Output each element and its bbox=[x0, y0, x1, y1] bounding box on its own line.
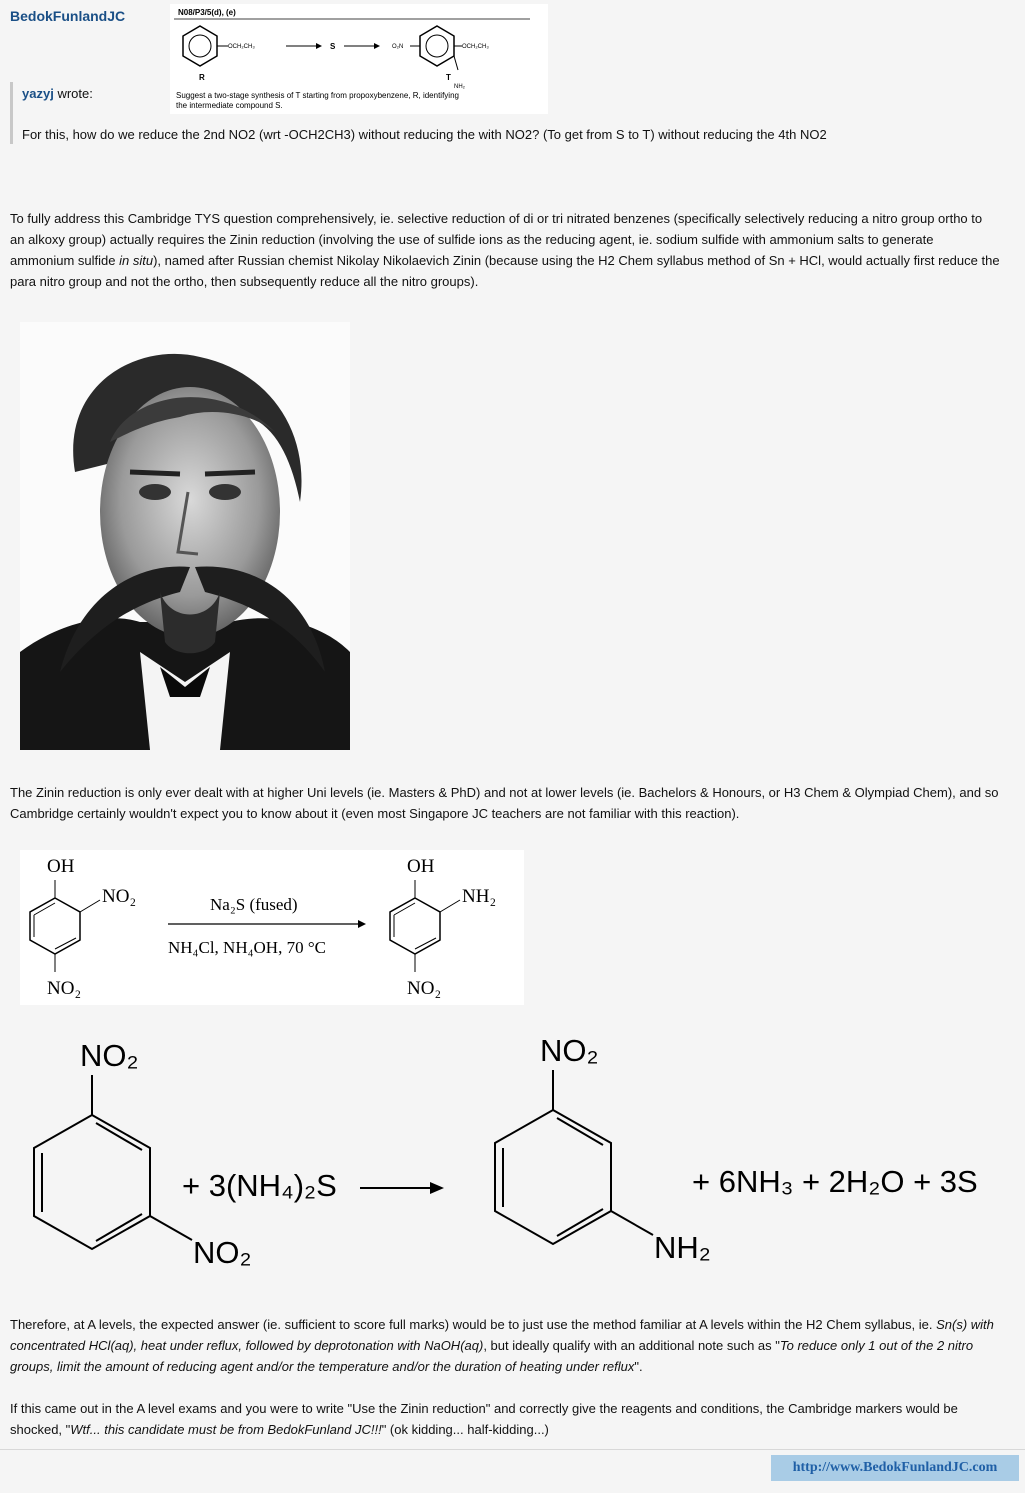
paragraph-zinin-intro bbox=[10, 208, 1000, 292]
label-r: R bbox=[199, 73, 205, 82]
p4-text-a: If this came out in the A level exams and you were to write "Use the Zinin reduction" and correctly give the reagents and conditions, the Cambridge markers would be shocked, " bbox=[10, 1401, 958, 1437]
label-t: T bbox=[446, 73, 451, 82]
no2-top-left: NO₂ bbox=[80, 1038, 139, 1073]
p3-text-c: ". bbox=[634, 1359, 643, 1374]
label-s: S bbox=[330, 42, 336, 51]
quote-text: For this, how do we reduce the 2nd NO2 (wrt -OCH2CH3) without reducing the with NO2? (To get from S to T) without reducing the 4th NO2 bbox=[22, 127, 827, 142]
nh2-right: NH₂ bbox=[654, 1230, 711, 1265]
no2-bottom-left: NO₂ bbox=[193, 1235, 252, 1270]
quote-header bbox=[22, 86, 93, 101]
substituent-r: OCH₂CH₃ bbox=[228, 44, 255, 50]
caption-line1: Suggest a two-stage synthesis of T starting from propoxybenzene, R, identifying bbox=[176, 91, 459, 100]
quote-bar bbox=[10, 82, 13, 144]
nh2-product: NH₂ bbox=[462, 886, 497, 907]
question-ref: N08/P3/5(d), (e) bbox=[178, 8, 236, 17]
p3-text-a: Therefore, at A levels, the expected answer (ie. sufficient to score full marks) would be to just use the method familiar at A levels within the H2 Chem syllabus, ie. bbox=[10, 1317, 937, 1332]
scheme-dinitrobenzene bbox=[20, 1020, 1010, 1285]
paragraph-a-level-answer bbox=[10, 1314, 1000, 1377]
quote-wrote: wrote: bbox=[57, 86, 93, 101]
p3-italic-b: To reduce only 1 out of the 2 nitro groups, limit the amount of reducing agent and/or the temperature and/or the duration of heating under reflux bbox=[10, 1338, 974, 1374]
no2-para-right: NO₂ bbox=[407, 978, 442, 999]
portrait-zinin bbox=[20, 322, 350, 750]
quote-author[interactable]: yazyj bbox=[22, 86, 54, 101]
reagent-top: Na₂S (fused) bbox=[210, 895, 298, 914]
question-image bbox=[170, 4, 548, 114]
p1-text-a: To fully address this Cambridge TYS question comprehensively, ie. selective reduction of di or tri nitrated benzenes (specifically selectively reducing a nitro group ortho to an alkoxy group) actually requires the Zinin reduction (involving the use of sulfide ions as the reducing agent, ie. sodium sulfide with ammonium salts to generate ammonium sulfide bbox=[10, 211, 983, 268]
no2-top-right: NO₂ bbox=[540, 1033, 599, 1068]
p4-text-b: " (ok kidding... half-kidding...) bbox=[381, 1422, 549, 1437]
scheme-dinitrophenol bbox=[20, 850, 524, 1005]
substituent-t: OCH₂CH₃ bbox=[462, 44, 489, 50]
p3-italic-a: Sn(s) with concentrated HCl(aq), heat under reflux, followed by deprotonation with NaOH(aq) bbox=[10, 1317, 994, 1353]
nitro-label: O₂N bbox=[392, 44, 404, 50]
oh-right: OH bbox=[407, 856, 435, 877]
no2-para-left: NO₂ bbox=[47, 978, 82, 999]
post-author[interactable]: BedokFunlandJC bbox=[10, 8, 126, 24]
reagent-bottom: NH₄Cl, NH₄OH, 70 °C bbox=[168, 938, 326, 957]
paragraph-joke bbox=[10, 1398, 1000, 1440]
paragraph-zinin-level: The Zinin reduction is only ever dealt with at higher Uni levels (ie. Masters & PhD) and not at lower levels (ie. Bachelors & Honours, or H3 Chem & Olympiad Chem), and so Cambridge certainly wouldn't expect you to know about it (even most Singapore JC teachers are not familiar with this reaction). bbox=[10, 785, 999, 821]
amine-label: NH₂ bbox=[454, 84, 465, 90]
site-watermark[interactable]: http://www.BedokFunlandJC.com bbox=[771, 1455, 1019, 1481]
oh-left: OH bbox=[47, 856, 75, 877]
p4-italic: Wtf... this candidate must be from BedokFunland JC!!! bbox=[70, 1422, 382, 1437]
products: + 6NH₃ + 2H₂O + 3S bbox=[692, 1164, 978, 1199]
p1-text-b: ), named after Russian chemist Nikolay Nikolaevich Zinin (because using the H2 Chem syllabus method of Sn + HCl, would actually first reduce the para nitro group and not the ortho, then subsequently reduce all the nitro groups). bbox=[10, 253, 1000, 289]
no2-ortho: NO₂ bbox=[102, 886, 137, 907]
p3-text-b: , but ideally qualify with an additional note such as " bbox=[483, 1338, 780, 1353]
footer-divider bbox=[0, 1449, 1025, 1450]
reagent-ammonium-sulfide: + 3(NH₄)₂S bbox=[182, 1168, 337, 1203]
p1-italic: in situ bbox=[119, 253, 154, 268]
caption-line2: the intermediate compound S. bbox=[176, 101, 283, 110]
